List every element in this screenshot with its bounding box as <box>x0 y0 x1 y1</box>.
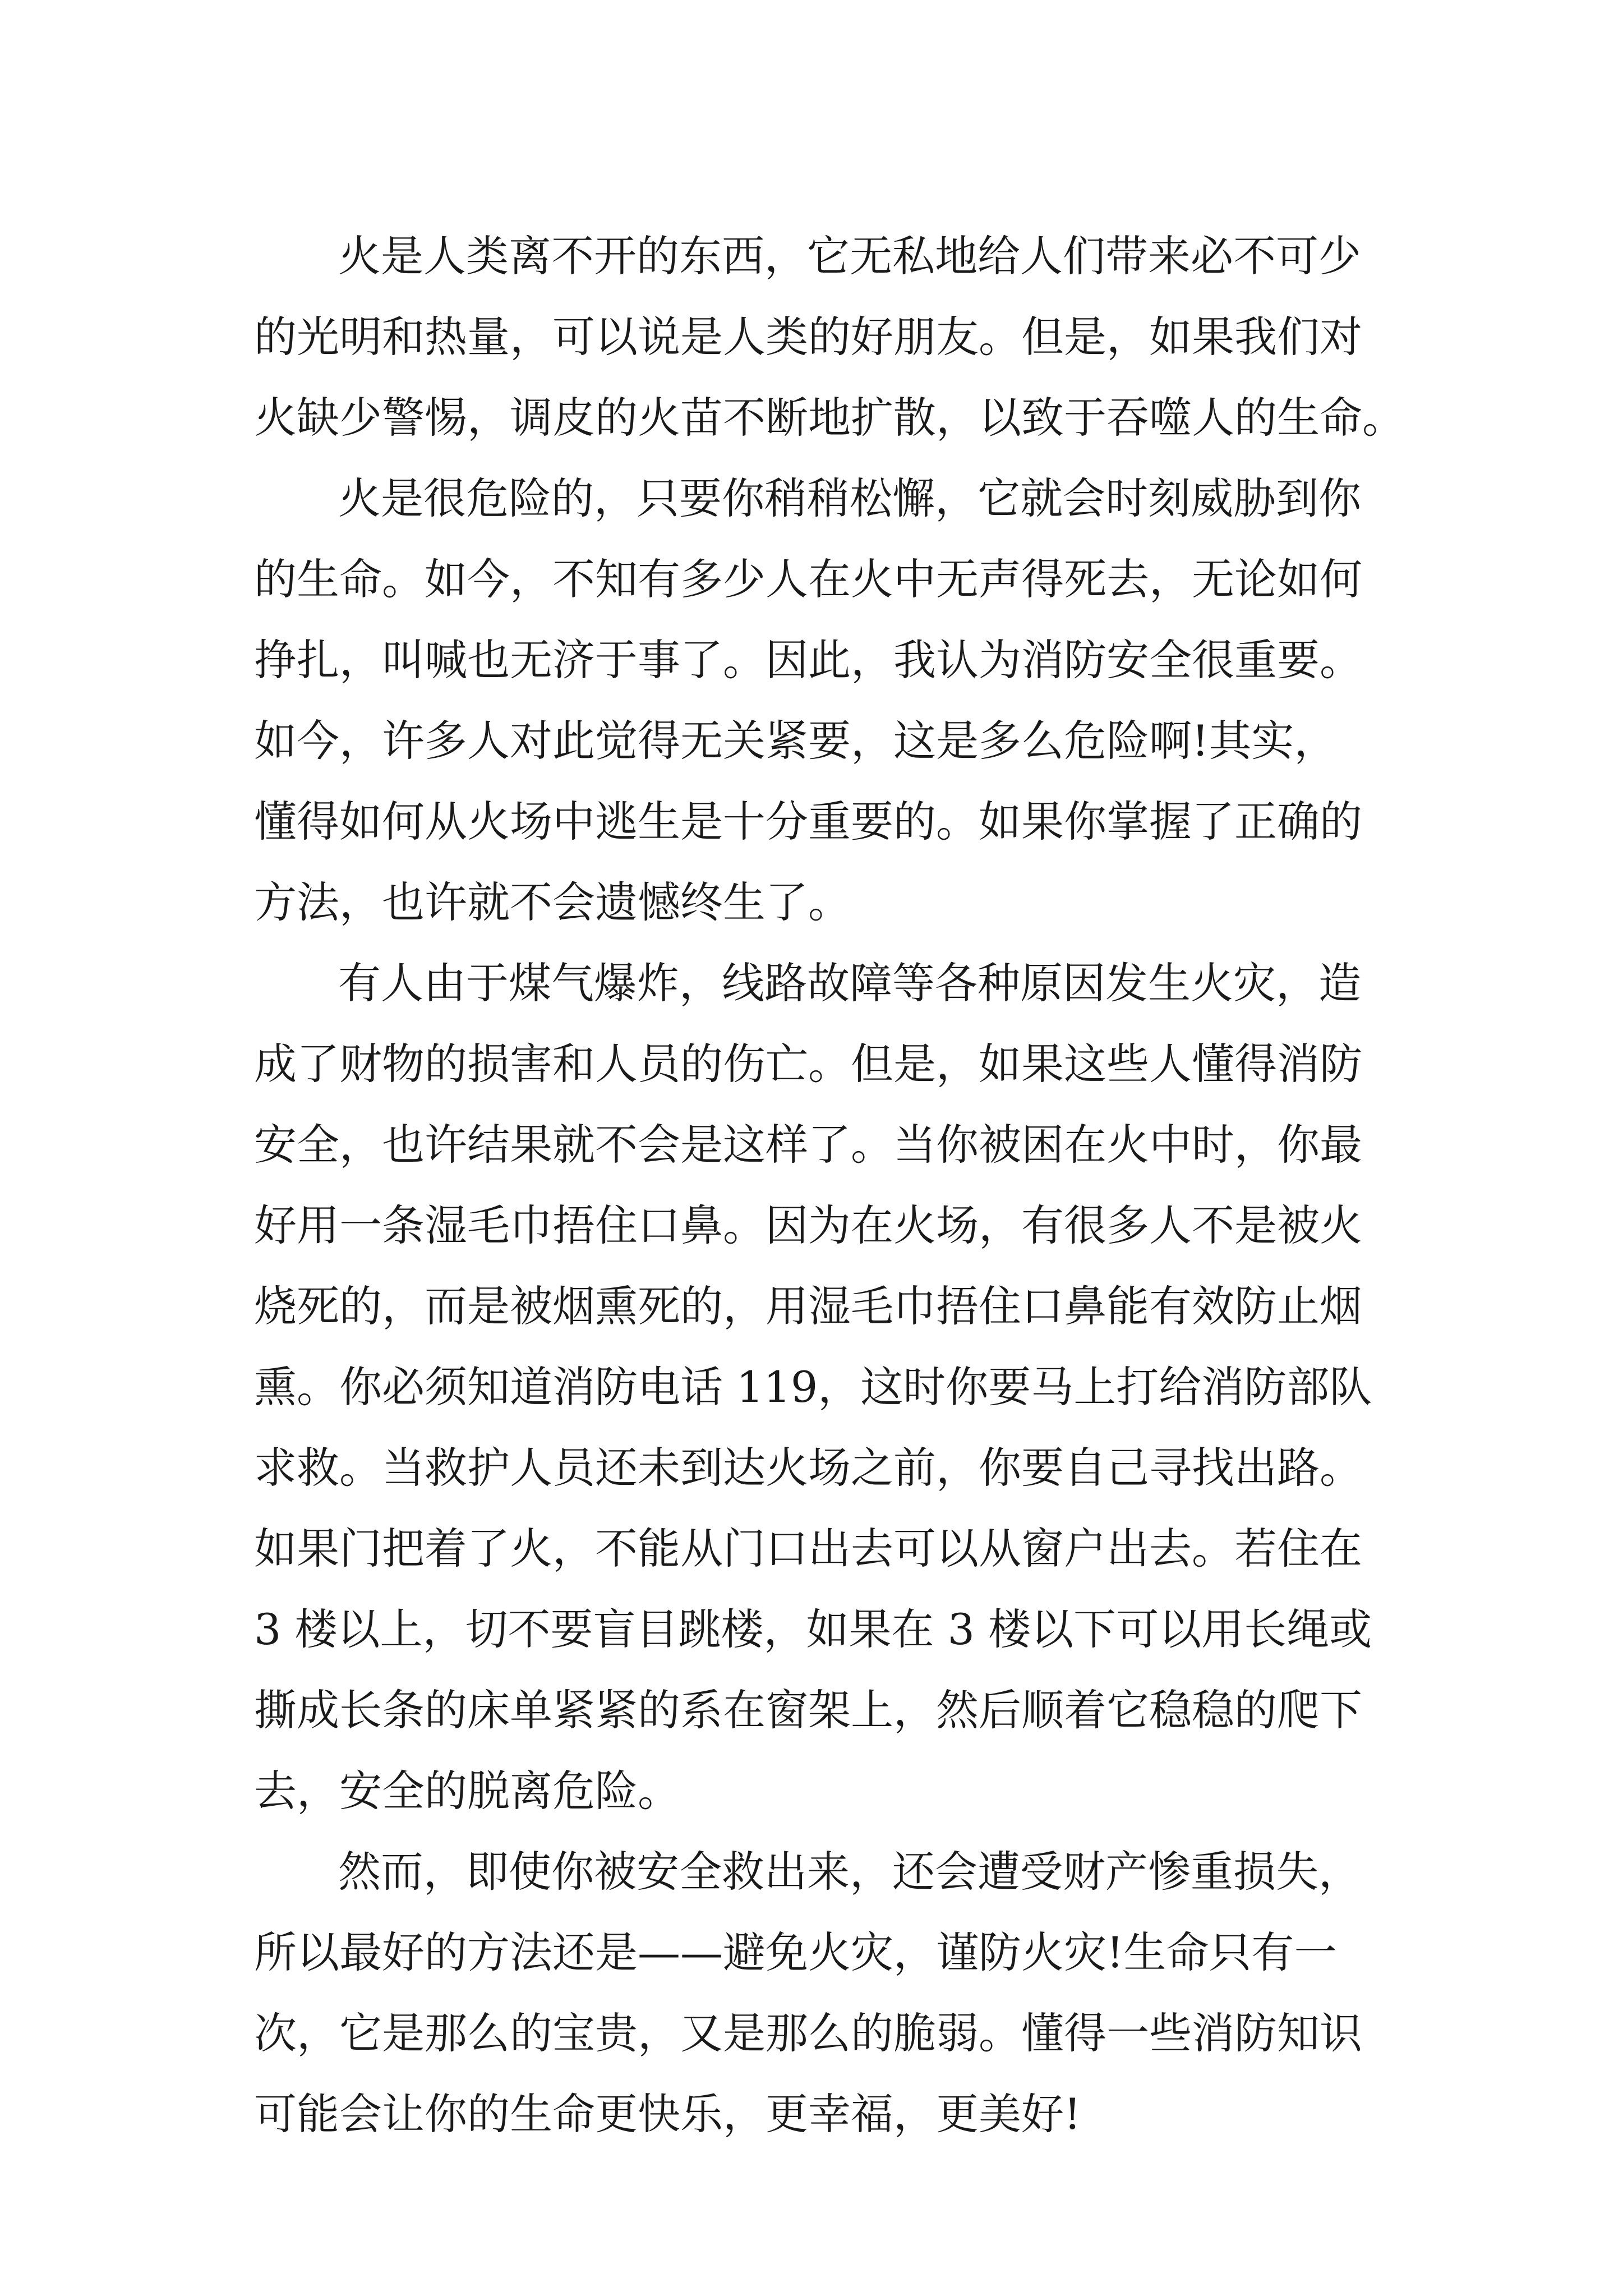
paragraph-2 <box>254 458 1415 943</box>
paragraph-4 <box>254 1832 1415 2155</box>
paragraph-line: 好用一条湿毛巾捂住口鼻。因为在火场，有很多人不是被火 <box>254 1200 1362 1250</box>
paragraph-line: 的光明和热量，可以说是人类的好朋友。但是，如果我们对 <box>254 312 1362 362</box>
paragraph-line: 如果门把着了火，不能从门口出去可以从窗户出去。若住在 <box>254 1524 1362 1573</box>
paragraph-line: 去，安全的脱离危险。 <box>254 1766 680 1816</box>
paragraph-line: 安全，也许结果就不会是这样了。当你被困在火中时，你最 <box>254 1120 1362 1170</box>
paragraph-line: 烧死的，而是被烟熏死的，用湿毛巾捂住口鼻能有效防止烟 <box>254 1281 1362 1331</box>
paragraph-line: 撕成长条的床单紧紧的系在窗架上，然后顺着它稳稳的爬下 <box>254 1685 1362 1735</box>
paragraph-line: 熏。你必须知道消防电话 119，这时你要马上打给消防部队 <box>254 1362 1372 1412</box>
paragraph-line: 挣扎，叫喊也无济于事了。因此，我认为消防安全很重要。 <box>254 635 1362 685</box>
paragraph-line: 然而，即使你被安全救出来，还会遭受财产惨重损失， <box>338 1847 1361 1897</box>
paragraph-line: 方法，也许就不会遗憾终生了。 <box>254 877 851 927</box>
paragraph-line: 的生命。如今，不知有多少人在火中无声得死去，无论如何 <box>254 554 1362 604</box>
paragraph-line: 懂得如何从火场中逃生是十分重要的。如果你掌握了正确的 <box>254 797 1362 846</box>
paragraph-line: 可能会让你的生命更快乐，更幸福，更美好! <box>254 2089 1081 2139</box>
paragraph-line: 求救。当救护人员还未到达火场之前，你要自己寻找出路。 <box>254 1443 1362 1493</box>
paragraph-line: 有人由于煤气爆炸，线路故障等各种原因发生火灾，造 <box>338 958 1361 1008</box>
paragraph-line: 成了财物的损害和人员的伤亡。但是，如果这些人懂得消防 <box>254 1039 1362 1089</box>
paragraph-1 <box>254 216 1415 458</box>
paragraph-3 <box>254 943 1415 1832</box>
paragraph-line: 所以最好的方法还是——避免火灾，谨防火灾!生命只有一 <box>254 1927 1337 1977</box>
paragraph-line: 3 楼以上，切不要盲目跳楼，如果在 3 楼以下可以用长绳或 <box>254 1604 1372 1654</box>
paragraph-line: 火是很危险的，只要你稍稍松懈，它就会时刻威胁到你 <box>338 473 1361 523</box>
paragraph-line: 火缺少警惕，调皮的火苗不断地扩散，以致于吞噬人的生命。 <box>254 393 1405 443</box>
paragraph-line: 如今，许多人对此觉得无关紧要，这是多么危险啊!其实， <box>254 716 1337 766</box>
document-body <box>254 216 1415 2155</box>
paragraph-line: 次，它是那么的宝贵，又是那么的脆弱。懂得一些消防知识 <box>254 2008 1362 2058</box>
paragraph-line: 火是人类离不开的东西，它无私地给人们带来必不可少 <box>338 231 1361 281</box>
